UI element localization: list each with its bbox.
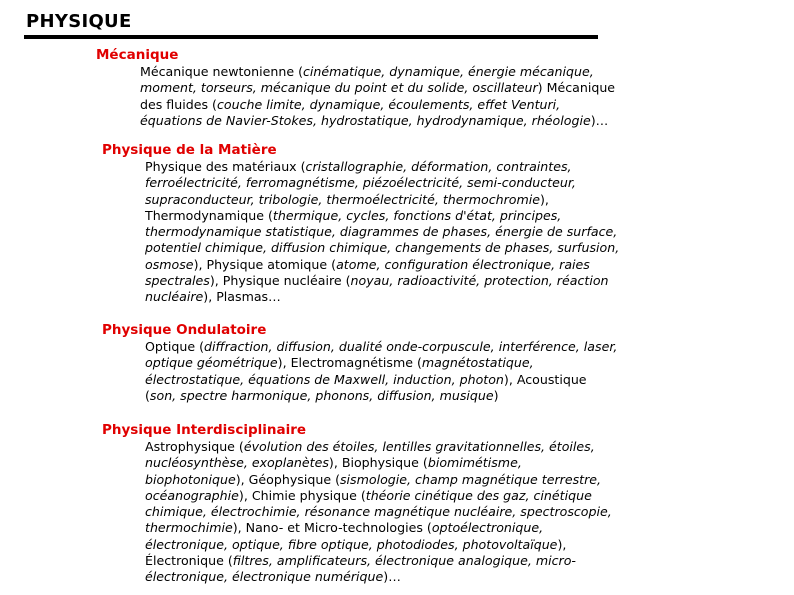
italic-term: cinématique, dynamique, énergie mécanique, [303,64,594,79]
text-line [145,537,612,553]
text-run: ), Electromagnétisme ( [277,355,422,371]
italic-term: son, spectre harmonique, phonons, diffusion, musique [149,387,494,403]
text-line [140,64,615,80]
text-run: ), [557,536,567,552]
text-run: ), Physique nucléaire ( [209,273,351,289]
italic-term: électronique, électronique numérique [145,569,384,585]
italic-term: supraconducteur, tribologie, thermoélectricité, thermochromie [145,191,540,207]
italic-term: atome, configuration électronique, raies [336,256,590,272]
italic-term: magnétostatique, [421,355,534,371]
section-body [145,159,619,306]
section-physique-interdisciplinaire [102,422,612,586]
text-line [145,192,619,208]
text-run: ) [493,387,499,403]
text-line [145,339,617,355]
text-run: ), [540,191,549,207]
italic-term: biomimétisme, [427,455,522,471]
section-heading: Physique Interdisciplinaire [102,422,307,438]
text-line [145,208,619,224]
italic-term: thermodynamique statistique, diagrammes de phases, énergie de surface, [145,224,618,240]
italic-term: couche limite, dynamique, écoulements, effet Venturi, [216,96,561,112]
text-line [145,257,619,273]
text-line [145,273,619,289]
italic-term: filtres, amplificateurs, électronique analogique, micro- [232,553,576,569]
text-run: ) Mécanique [537,80,616,96]
text-line [140,80,615,96]
text-run: Électronique ( [145,553,233,569]
text-line [145,439,612,455]
italic-term: osmose [145,256,194,272]
text-run: ), Biophysique ( [328,455,428,471]
italic-term: thermochimie [145,520,233,536]
italic-term: cristallographie, déformation, contraintes, [305,159,572,174]
text-line [145,455,612,471]
title-underline [24,35,598,39]
italic-term: biophotonique [145,471,236,487]
text-line [145,240,619,256]
italic-term: ferroélectricité, ferromagnétisme, piézoélectricité, semi-conducteur, [145,175,576,191]
section-body [145,339,617,404]
section-physique-ondulatoire [102,322,617,404]
italic-term: diffraction, diffusion, dualité onde-corpuscule, interférence, laser, [203,339,618,354]
text-run: Astrophysique ( [145,439,244,454]
text-line [145,553,612,569]
section-physique-matiere [102,142,619,306]
text-line [145,175,619,191]
italic-term: électrostatique, équations de Maxwell, induction, photon [145,371,504,387]
text-run: ( [145,387,150,403]
text-run: ), Physique atomique ( [193,256,337,272]
text-line [145,472,612,488]
text-run: des fluides ( [140,96,217,112]
text-run: Optique ( [145,339,204,354]
text-run: ), Chimie physique ( [238,487,366,503]
italic-term: noyau, radioactivité, protection, réaction [350,273,609,289]
section-heading: Mécanique [96,47,179,63]
italic-term: électronique, optique, fibre optique, photodiodes, photovoltaïque [145,536,558,552]
section-body [140,64,615,129]
italic-term: optoélectronique, [431,520,544,536]
italic-term: équations de Navier-Stokes, hydrostatique, hydrodynamique, rhéologie [140,112,591,128]
text-run: Thermodynamique ( [145,207,273,223]
text-line [140,113,615,129]
text-run: Mécanique newtonienne ( [140,64,303,79]
italic-term: potentiel chimique, diffusion chimique, changements de phases, surfusion, [145,240,620,256]
italic-term: moment, torseurs, mécanique du point et du solide, oscillateur [140,80,538,96]
text-line [145,372,617,388]
text-line [145,289,619,305]
text-run: ), Géophysique ( [235,471,340,487]
text-run: ), Nano- et Micro-technologies ( [232,520,432,536]
section-heading: Physique de la Matière [102,142,277,158]
italic-term: océanographie [145,487,239,503]
section-heading: Physique Ondulatoire [102,322,267,338]
italic-term: thermique, cycles, fonctions d'état, principes, [272,207,562,223]
italic-term: nucléosynthèse, exoplanètes [145,455,329,471]
text-run: ), Acoustique [503,371,587,387]
text-line [145,159,619,175]
section-mecanique [96,47,615,129]
text-run: )… [383,569,401,585]
text-line [145,569,612,585]
text-line [145,355,617,371]
italic-term: théorie cinétique des gaz, cinétique [365,487,592,503]
text-line [145,504,612,520]
italic-term: spectrales [145,273,210,289]
text-run: )… [590,112,609,128]
text-line [145,388,617,404]
text-line [145,224,619,240]
italic-term: évolution des étoiles, lentilles gravitationnelles, étoiles, [243,439,595,454]
italic-term: sismologie, champ magnétique terrestre, [340,471,602,487]
section-body [145,439,612,586]
text-line [140,97,615,113]
italic-term: optique géométrique [145,355,278,371]
page-title: PHYSIQUE [26,11,132,32]
text-line [145,520,612,536]
italic-term: chimique, électrochimie, résonance magnétique nucléaire, spectroscopie, [145,504,612,520]
italic-term: nucléaire [145,289,204,305]
text-line [145,488,612,504]
text-run: ), Plasmas… [203,289,281,305]
text-run: Physique des matériaux ( [145,159,306,174]
